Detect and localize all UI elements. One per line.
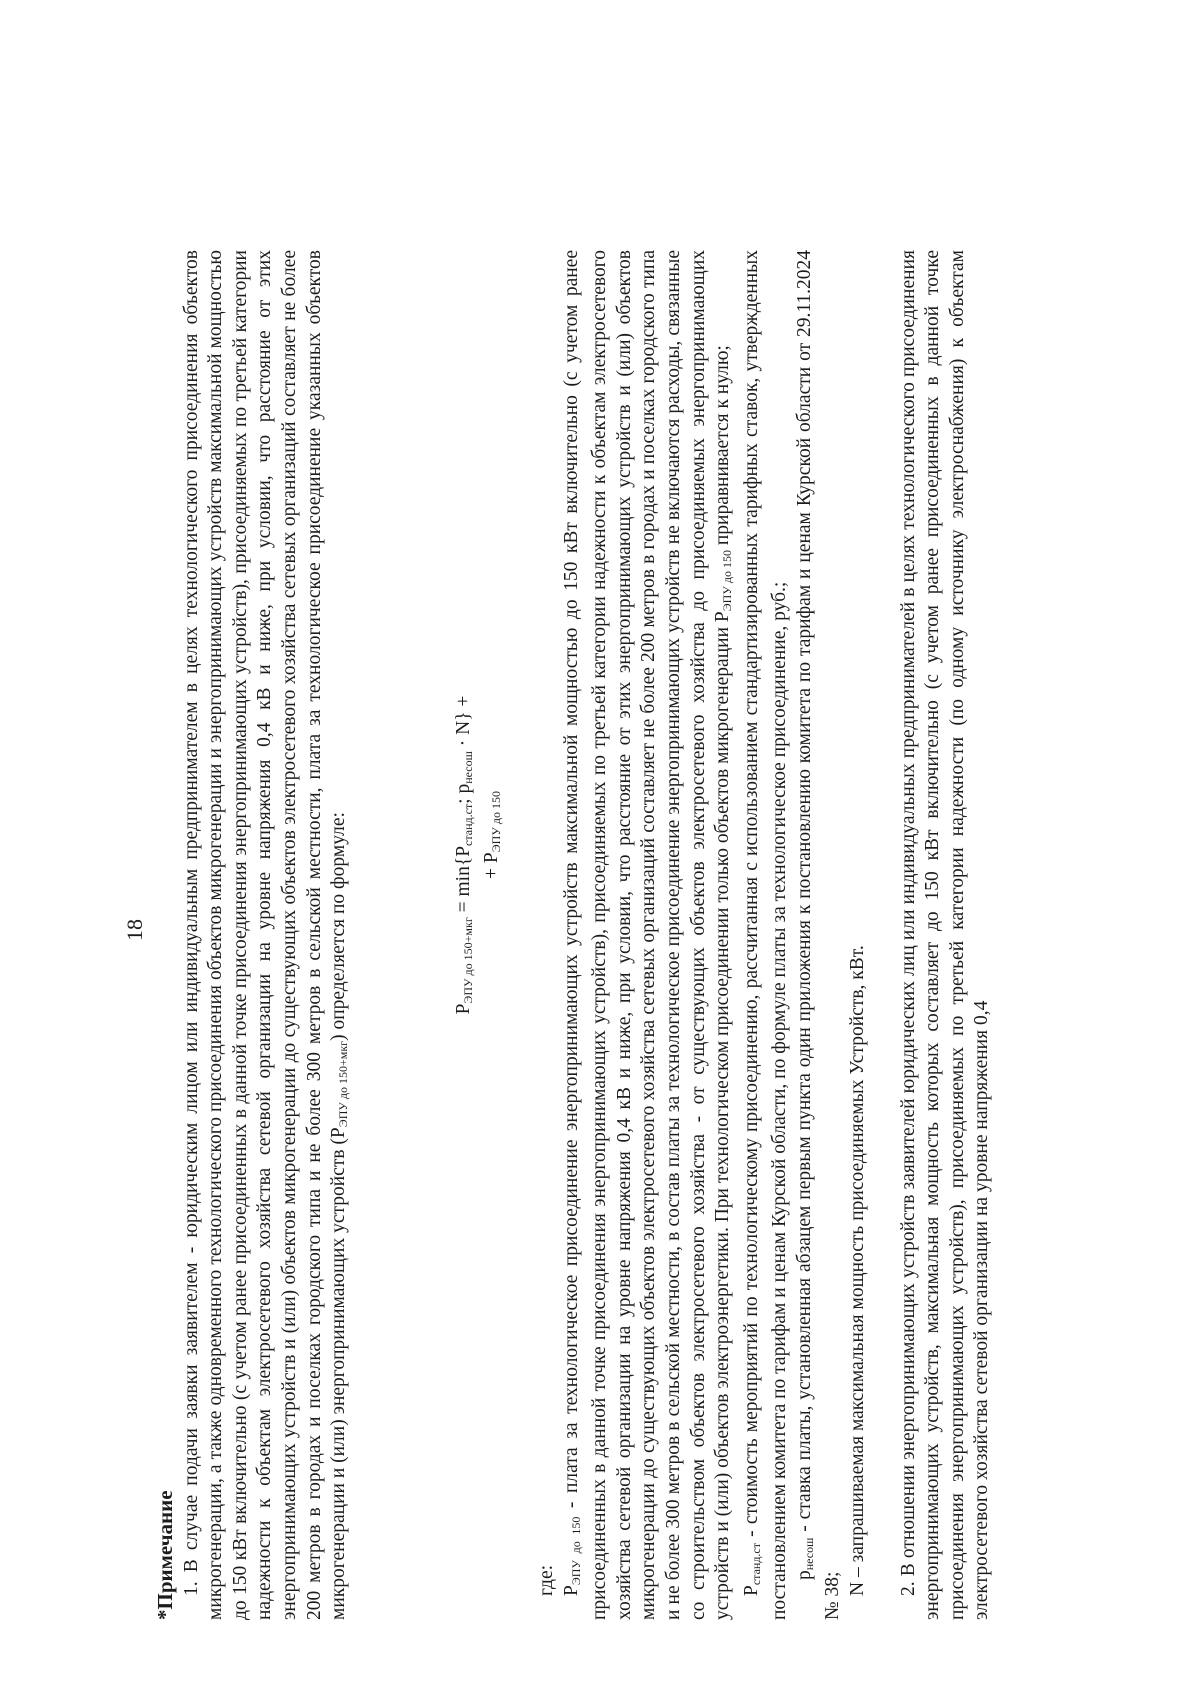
definition-epu-symbol: Р <box>560 1585 582 1596</box>
formula-end: · N} + <box>452 695 474 752</box>
note-1-symbol-subscript: ЭПУ до 150+мкг <box>336 1040 351 1128</box>
definition-epu-subscript: ЭПУ до 150 <box>568 1516 583 1586</box>
formula-lhs-subscript: ЭПУ до 150+мкг <box>460 917 475 1004</box>
formula-mid: ; р <box>452 783 474 804</box>
formula-line-2-subscript: ЭПУ до 150 <box>489 791 504 853</box>
definition-standard-symbol: Р <box>740 1585 762 1596</box>
formula-line-2-prefix: + Р <box>481 852 503 879</box>
section-title: *Примечание <box>153 1490 177 1620</box>
definition-rate-symbol: р <box>793 1570 815 1580</box>
formula-line-1 <box>452 250 481 1460</box>
definition-rate <box>793 250 846 1620</box>
note-paragraph-1 <box>180 250 356 1620</box>
definition-epu-tail: приравнивается к нулю; <box>712 345 734 551</box>
definition-standard-text: - стоимость мероприятий по технологическому присоединению, рассчитанная с использованием стандартизированных тарифных ставок, утвержденных постановлением комитета по тарифам и ценам Курской области, по формуле платы за технологическое присоединение, руб.; <box>740 250 791 1620</box>
formula-line-2 <box>480 250 509 1460</box>
formula-lhs: Р <box>452 1003 474 1015</box>
formula-subscript-standard: станд.ст <box>460 803 475 846</box>
formula-min: = min{Р <box>452 845 474 918</box>
definition-epu-text: - плата за технологическое присоединение энергопринимающих устройств максимальной мощностью до 150 кВт включительно (с учетом ранее присоединенных в данной точке присоединения энергопринимающих устройств), присоединяемых по третьей категории надежности к объектам электросетевого хозяйства сетевой организации на уровне напряжения 0,4 кВ и ниже, при условии, что расстояние от этих энергопринимающих устройств и (или) объектов микрогенерации до существующих объектов электросетевого хозяйства сетевых организаций составляет не более 200 метров в городах и поселках городского типа и не более 300 метров в сельской местности, в состав платы за технологическое присоединение энергопринимающих устройств не включаются расходы, связанные со строительством объектов электросетевого хозяйства - от существующих объектов электросетевого хозяйства до присоединяемых энергопринимающих устройств и (или) объектов электроэнергетики. При технологическом присоединении только объектов микрогенерации Р <box>560 250 734 1620</box>
note-paragraph-2: 2. В отношении энергопринимающих устройств заявителей юридических лиц или индивидуальных предпринимателей в целях технологического присоединения энергопринимающих устройств, максимальная мощность которых составляет до 150 кВт включительно (с учетом ранее присоединенных в данной точке присоединения энергопринимающих устройств), присоединяемых по третьей категории надежности (по одному источнику электроснабжения) к объектам электросетевого хозяйства сетевой организации на уровне напряжения 0,4 <box>897 250 993 1620</box>
note-1-tail: ) определяется по формуле: <box>328 812 350 1041</box>
definition-standard-cost <box>740 250 793 1620</box>
definition-epu <box>560 250 740 1620</box>
definition-rate-subscript: несош <box>801 1537 816 1571</box>
page-number: 18 <box>122 919 147 941</box>
note-1-text: 1. В случае подачи заявки заявителем - юридическим лицом или индивидуальным предпринимателем в целях технологического присоединения объектов микрогенерации, а также одновременного технологического присоединения объектов микрогенерации и энергопринимающих устройств максимальной мощностью до 150 кВт включительно (с учетом ранее присоединенных в данной точке присоединения энергопринимающих устройств), присоединяемых по третьей категории надежности к объектам электросетевого хозяйства сетевой организации на уровне напряжения 0,4 кВ и ниже, при условии, что расстояние от этих энергопринимающих устройств и (или) объектов микрогенерации до существующих объектов электросетевого хозяйства сетевых организаций составляет не более 200 метров в городах и поселках городского типа и не более 300 метров в сельской местности, плата за технологическое присоединение указанных объектов микрогенерации и (или) энергопринимающих устройств ( <box>180 250 350 1620</box>
formula <box>452 250 509 1620</box>
where-label: где: <box>535 1564 557 1596</box>
definition-rate-text: - ставка платы, установленная абзацем первым пункта один приложения к постановлению комитета по тарифам и ценам Курской области от 29.11.2024 № 38; <box>793 250 844 1620</box>
rotated-document-page <box>95 210 1125 1650</box>
formula-subscript-rate: несош <box>460 751 475 784</box>
definition-epu-subscript-2: ЭПУ до 150 <box>720 550 735 612</box>
document-body <box>153 250 995 1620</box>
definition-power: N – запрашиваемая максимальная мощность присоединяемых Устройств, кВт. <box>847 945 869 1596</box>
definition-standard-subscript: станд.ст <box>748 1543 763 1586</box>
note-1-symbol: Р <box>328 1127 350 1139</box>
